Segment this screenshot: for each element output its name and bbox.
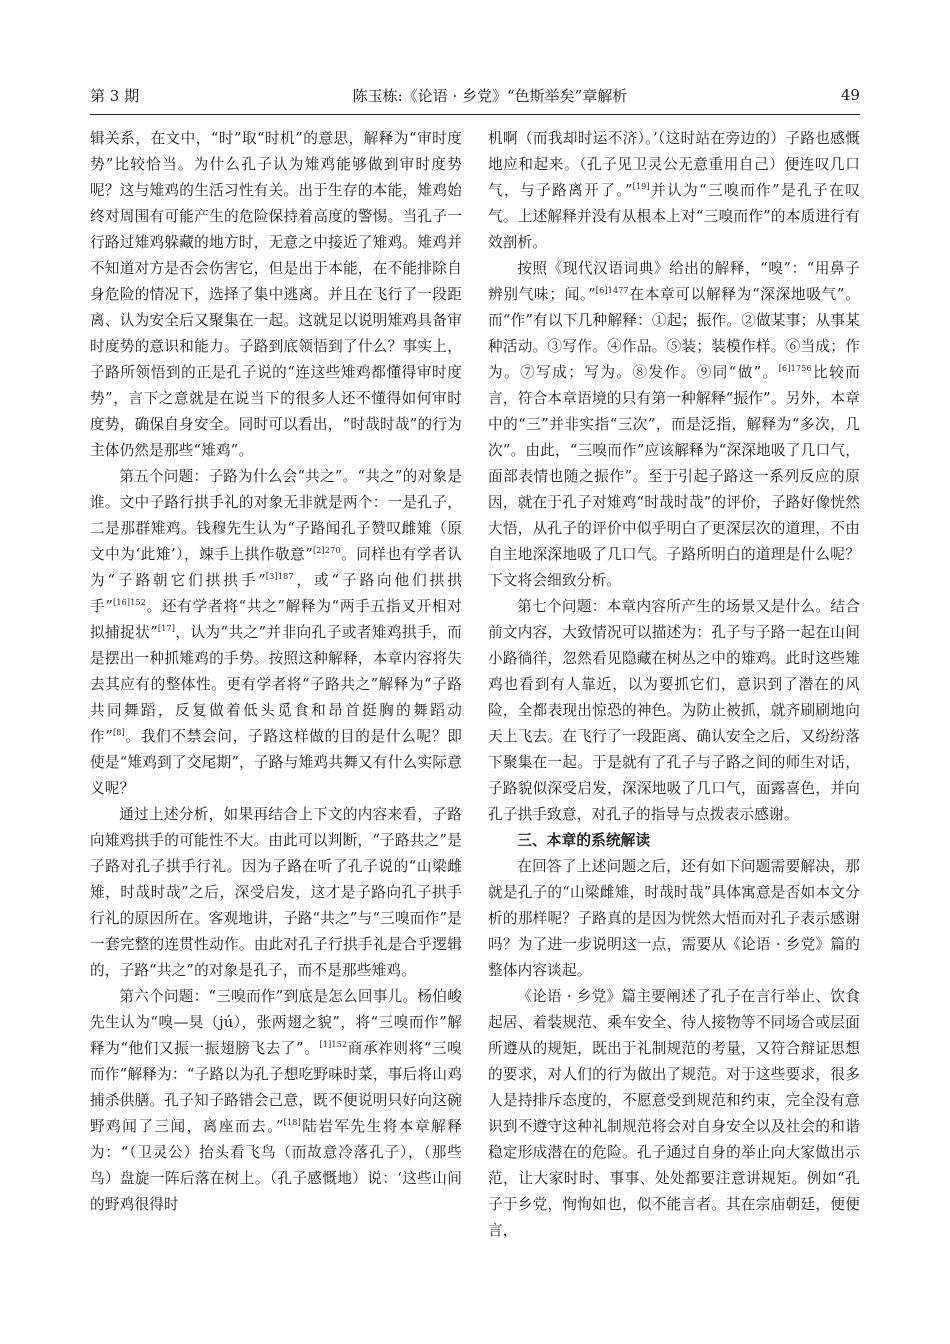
- citation: [2]270: [312, 546, 341, 556]
- paragraph: 第五个问题：子路为什么会“共之”。“共之”的对象是谁。文中子路行拱手礼的对象无非就是两个：一是孔子，二是那群雉鸡。钱穆先生认为“子路闻孔子赞叹雌雉（原文中为‘此雉’），竦手上拱作敬意”$^{[2]270}$。同样也有学者认为“子路朝它们拱拱手”$^{[3]187}$，或“子路向他们拱拱手”$^{[16]152}$。还有学者将“共之”解释为“两手五指叉开相对拟捕捉状”[17]，认为“共之”并非向孔子或者雉鸡拱手，而是摆出一种抓雉鸡的手势。按照这种解释，本章内容将失去其应有的整体性。更有学者将“子路共之”解释为“子路共同舞蹈，反复做着低头觅食和昂首挺胸的舞蹈动作”[8]。我们不禁会问，子路这样做的目的是什么呢？即使是“雉鸡到了交尾期”，子路与雉鸡共舞又有什么实际意义呢？: [90, 468, 462, 797]
- paragraph: 按照《现代汉语词典》给出的解释，“嗅”：“用鼻子辨别气味；闻。”$^{[6]1477}$在本章可以解释为“深深地吸气”。而“作”有以下几种解释：①起；振作。②做某事；从事某种活动。③写作。④作品。⑤装；装模作样。⑥当成；作为。⑦写成；写为。⑧发作。⑨同“做”。$^{[6]1756}$比较而言，符合本章语境的只有第一种解释“振作”。另外，本章中的“三”并非实指“三次”，而是泛指，解释为“多次，几次”。由此，“三嗅而作”应该解释为“深深地吸了几口气，面部表情也随之振作”。至于引起子路这一系列反应的原因，就在于孔子对雉鸡“时哉时哉”的评价，子路好像恍然大悟，从孔子的评价中似乎明白了更深层次的道理，不由自主地深深地吸了几口气。子路所明白的道理是什么呢？下文将会细致分析。: [488, 260, 860, 589]
- section-heading: 三、本章的系统解读: [517, 832, 651, 849]
- issue-number: 第 3 期: [90, 86, 140, 105]
- citation: [17]: [157, 624, 176, 634]
- paragraph: 通过上述分析，如果再结合上下文的内容来看，子路向雉鸡拱手的可能性不大。由此可以判断，“子路共之”是子路对孔子拱手行礼。因为子路在听了孔子说的“山梁雌雉，时哉时哉”之后，深受启发，这才是子路向孔子拱手行礼的原因所在。客观地讲，子路“共之”与“三嗅而作”是一套完整的连贯性动作。由此对孔子行拱手礼是合乎逻辑的，子路“共之”的对象是孔子，而不是那些雉鸡。: [90, 806, 462, 979]
- citation: [8]: [112, 728, 125, 738]
- citation: [1]152: [319, 1040, 348, 1050]
- citation: [19]: [632, 182, 650, 192]
- paragraph: 机啊（而我却时运不济）。’（这时站在旁边的）子路也感慨地应和起来。（孔子见卫灵公无意重用自己）便连叹几口气，与子路离开了。”[19]并认为“三嗅而作”是孔子在叹气。上述解释并没有从根本上对“三嗅而作”的本质进行有效剖析。: [488, 130, 860, 251]
- header-rule: [90, 114, 860, 115]
- paragraph: 辑关系，在文中，“时”取“时机”的意思，解释为“审时度势”比较恰当。为什么孔子认为雉鸡能够做到审时度势呢？这与雉鸡的生活习性有关。出于生存的本能，雉鸡始终对周围有可能产生的危险保持着高度的警惕。当孔子一行路过雉鸡躲藏的地方时，无意之中接近了雉鸡。雉鸡并不知道对方是否会伤害它，但是出于本能，在不能排除自身危险的情况下，选择了集中逃离。并且在飞行了一段距离、认为安全后又聚集在一起。这就足以说明雉鸡具备审时度势的意识和能力。子路到底领悟到了什么？事实上，子路所领悟到的正是孔子说的“连这些雉鸡都懂得审时度势”，言下之意就是在说当下的很多人还不懂得如何审时度势，确保自身安全。同时可以看出，“时哉时哉”的行为主体仍然是那些“雉鸡”。: [90, 130, 462, 459]
- running-title: 陈玉栋:《论语 · 乡党》“色斯举矣”章解析: [352, 86, 628, 105]
- citation: [6]1477: [595, 286, 629, 296]
- paragraph: 在回答了上述问题之后，还有如下问题需要解决，那就是孔子的“山梁雌雉，时哉时哉”具体寓意是否如本文分析的那样呢？子路真的是因为恍然大悟而对孔子表示感谢吗？为了进一步说明这一点，需要从《论语 · 乡党》篇的整体内容谈起。: [488, 858, 860, 979]
- right-column: [488, 126, 860, 1321]
- citation: [16]152: [113, 598, 147, 608]
- citation: [6]1756: [778, 364, 812, 374]
- running-header: [90, 80, 860, 110]
- paragraph: 《论语 · 乡党》篇主要阐述了孔子在言行举止、饮食起居、着装规范、乘车安全、待人接物等不同场合或层面所遵从的规矩，既出于礼制规范的考量，又符合辩证思想的要求，对人们的行为做出了规范。对于这些要求，很多人是持排斥态度的，不愿意受到规范和约束，完全没有意识到不遵守这种礼制规范将会对自身安全以及社会的和谐稳定形成潜在的危险。孔子通过自身的举止向大家做出示范，让大家时时、事事、处处都要注意讲规矩。例如“孔子于乡党，恂恂如也，似不能言者。其在宗庙朝廷，便便言，: [488, 988, 860, 1239]
- body-columns: [90, 126, 860, 1321]
- paragraph: 第六个问题：“三嗅而作”到底是怎么回事儿。杨伯峻先生认为“嗅—狊（jú），张两翅之貌”，将“三嗅而作”解释为“他们又振一振翅膀飞去了”。$^{[1]152}$商承祚则将“三嗅而作”解释为：“子路以为孔子想吃野味时菜，事后将山鸡捕杀供膳。孔子知子路错会己意，既不便说明只好向这碗野鸡闻了三闻，离座而去。”[18]陆岩军先生将本章解释为：“（卫灵公）抬头看飞鸟（而故意冷落孔子），（那些鸟）盘旋一阵后落在树上。（孔子感慨地）说：‘这些山间的野鸡很得时: [90, 988, 462, 1213]
- page-number: 49: [840, 86, 860, 104]
- paragraph: 第七个问题：本章内容所产生的场景又是什么。结合前文内容，大致情况可以描述为：孔子与子路一起在山间小路徜徉，忽然看见隐藏在树丛之中的雉鸡。此时这些雉鸡也看到有人靠近，以为要抓它们，意识到了潜在的风险，全都表现出惊恐的神色。为防止被抓，就齐刷刷地向天上飞去。在飞行了一段距离、确认安全之后，又纷纷落下聚集在一起。于是就有了孔子与子路之间的师生对话，子路貌似深受启发，深深地吸了几口气，面露喜色，并向孔子拱手致意，对孔子的指导与点拨表示感谢。: [488, 598, 860, 823]
- citation: [3]187: [265, 572, 294, 582]
- left-column: [90, 126, 462, 1321]
- citation: [18]: [283, 1118, 301, 1128]
